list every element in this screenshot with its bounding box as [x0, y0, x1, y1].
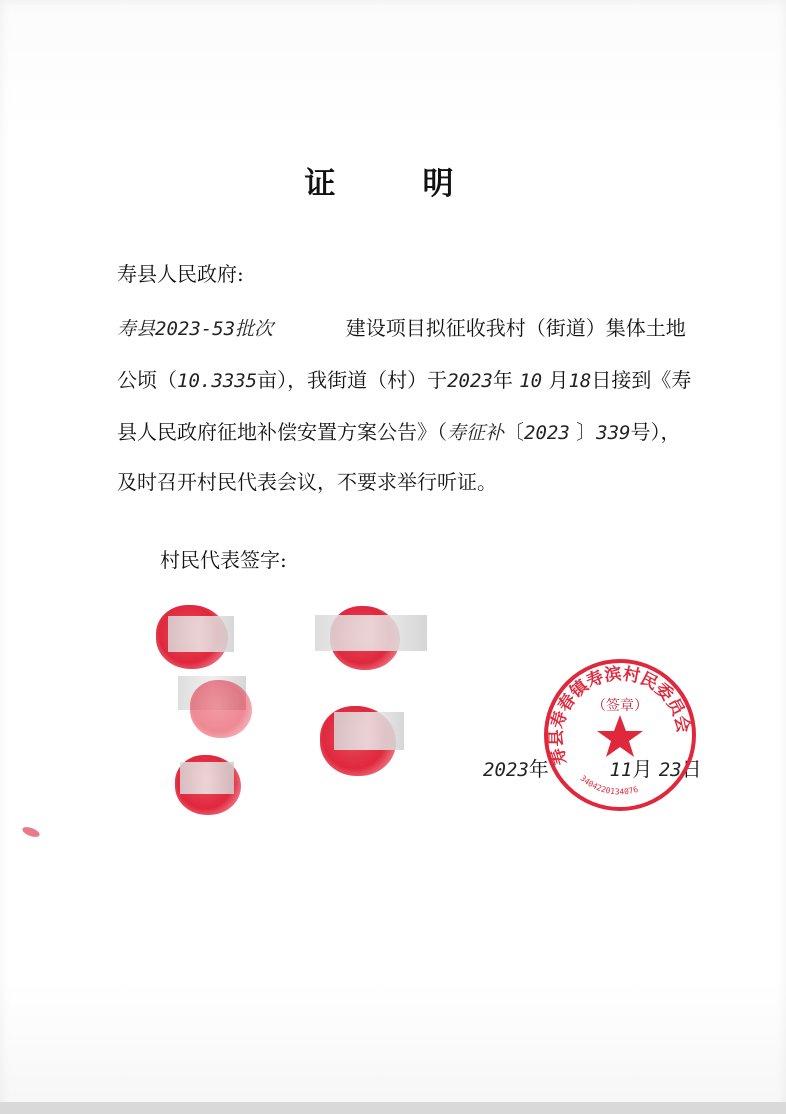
official-seal [540, 655, 700, 815]
paragraph-line-4: 及时召开村民代表会议，不要求举行听证。 [117, 470, 497, 494]
text-segment: 月 [548, 368, 569, 392]
redacted-signature [334, 712, 404, 750]
text-segment: 县人民政府征地补偿安置方案公告》（ [117, 420, 447, 444]
scan-edge [0, 1102, 786, 1114]
paragraph-line-3 [117, 420, 680, 445]
document-title: 证 明 [304, 166, 482, 202]
paragraph-line-1-text: 建设项目拟征收我村（街道）集体土地 [345, 316, 686, 340]
handwritten-month: 10 [519, 370, 543, 392]
text-segment: 日 [681, 757, 702, 781]
seal-label: （签章） [592, 698, 648, 714]
signature-label: 村民代表签字: [160, 548, 287, 572]
text-segment: 年 [492, 368, 513, 392]
text-segment: 日接到《寿 [591, 368, 692, 392]
handwritten-date-month: 11 [609, 759, 633, 781]
handwritten-year: 2023 [447, 370, 493, 392]
text-segment: 〔 [504, 420, 525, 444]
fingerprint [190, 680, 252, 738]
seal-star-icon [597, 715, 643, 757]
addressee: 寿县人民政府: [117, 262, 244, 286]
seal-code: 3404220134076 [578, 773, 640, 797]
text-segment: 公顷（ [117, 368, 177, 392]
text-segment: 〕 [576, 420, 597, 444]
text-segment: 月 [632, 757, 653, 781]
paragraph-line-2 [117, 368, 691, 393]
handwritten-notice-number: 339 [596, 422, 631, 444]
handwritten-batch: 寿县2023-53批次 [117, 318, 274, 340]
text-segment: 号）， [630, 420, 681, 444]
redacted-signature [315, 615, 427, 651]
text-segment: 亩），我街道（村）于 [257, 368, 448, 392]
ink-smudge [21, 825, 41, 839]
handwritten-area: 10.3335 [177, 370, 258, 392]
paragraph-line-1 [117, 316, 686, 341]
handwritten-date-day: 23 [658, 759, 682, 781]
handwritten-day: 18 [568, 370, 592, 392]
redacted-signature [168, 616, 234, 652]
handwritten-notice-year: 2023 [524, 422, 570, 444]
handwritten-notice-prefix: 寿征补 [447, 422, 505, 444]
redacted-signature [180, 762, 234, 794]
text-segment: 年 [528, 757, 549, 781]
seal-ring-text: 寿县寿春镇寿滨村民委员会 [546, 664, 694, 768]
handwritten-date-year: 2023 [483, 759, 529, 781]
